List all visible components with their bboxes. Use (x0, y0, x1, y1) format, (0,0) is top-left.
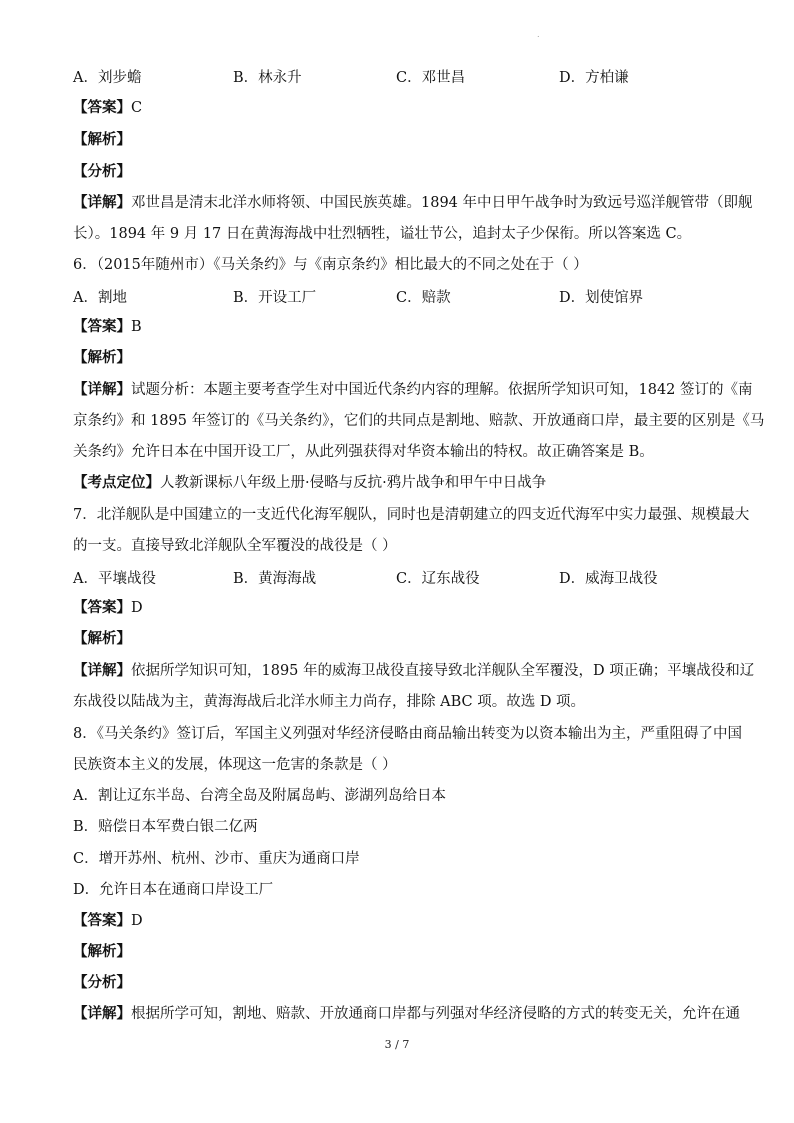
q7-option-b: B．黄海海战 (233, 571, 317, 587)
q7-option-c: C．辽东战役 (396, 571, 480, 587)
q5-answer: 【答案】C (73, 99, 143, 116)
page-mark: . (537, 30, 540, 39)
q6-detail-line-2: 京条约》和 1895 年签订的《马关条约》，它们的共同点是割地、赔款、开放通商口岸，最主要的区别是《马 (73, 413, 765, 429)
q7-stem-line-1: 7．北洋舰队是中国建立的一支近代化海军舰队，同时也是清朝建立的四支近代海军中实力最强、规模最大 (73, 507, 750, 523)
q5-option-a: A．刘步蟾 (73, 70, 142, 86)
q7-detail-line-1: 【详解】依据所学知识可知，1895 年的威海卫战役直接导致北洋舰队全军覆没，D 项正确；平壤战役和辽 (73, 662, 755, 679)
q8-detail-line-1: 【详解】根据所学可知，割地、赔款、开放通商口岸都与列强对华经济侵略的方式的转变无关，允许在通 (73, 1005, 740, 1022)
q7-detail-line-2: 东战役以陆战为主，黄海海战后北洋水师主力尚存，排除 ABC 项。故选 D 项。 (73, 694, 586, 710)
q7-option-d: D．威海卫战役 (559, 571, 658, 587)
q6-detail-line-3: 关条约》允许日本在中国开设工厂，从此列强获得对华资本输出的特权。故正确答案是 B。 (73, 444, 654, 460)
q6-option-d: D．划使馆界 (559, 290, 644, 306)
q6-option-b: B．开设工厂 (233, 290, 317, 306)
q5-fenxi-label: 【分析】 (73, 163, 131, 180)
q8-stem-line-1: 8．《马关条约》签订后，军国主义列强对华经济侵略由商品输出转变为以资本输出为主，严重阻碍了中国 (73, 726, 742, 742)
q8-option-c: C．增开苏州、杭州、沙市、重庆为通商口岸 (73, 851, 360, 867)
q8-option-b: B．赔偿日本军费白银二亿两 (73, 819, 258, 835)
q5-detail-line-2: 长）。1894 年 9 月 17 日在黄海海战中壮烈牺牲，谥壮节公，追封太子少保衔。所以答案选 C。 (73, 226, 692, 242)
q5-detail-line-1: 【详解】邓世昌是清末北洋水师将领、中国民族英雄。1894 年中日甲午战争时为致远号巡洋舰管带（即舰 (73, 194, 753, 211)
q6-options (73, 286, 733, 306)
q8-stem-line-2: 民族资本主义的发展，体现这一危害的条款是（ ） (73, 757, 397, 773)
q6-stem: 6．（2015年随州市）《马关条约》与《南京条约》相比最大的不同之处在于（ ） (73, 257, 588, 273)
q5-option-c: C．邓世昌 (396, 70, 466, 86)
page-number: 3 / 7 (384, 1038, 410, 1051)
q5-options (73, 66, 733, 86)
q7-option-a: A．平壤战役 (73, 571, 156, 587)
q5-analysis-label: 【解析】 (73, 131, 131, 148)
q8-fenxi-label: 【分析】 (73, 974, 131, 991)
q6-analysis-label: 【解析】 (73, 349, 131, 366)
q6-option-c: C．赔款 (396, 290, 451, 306)
q5-option-d: D．方柏谦 (559, 70, 629, 86)
q7-analysis-label: 【解析】 (73, 630, 131, 647)
q7-answer: 【答案】D (73, 599, 143, 616)
q6-kaodian: 【考点定位】人教新课标八年级上册·侵略与反抗·鸦片战争和甲午中日战争 (73, 474, 547, 491)
q8-option-d: D．允许日本在通商口岸设工厂 (73, 882, 274, 898)
q7-stem-line-2: 的一支。直接导致北洋舰队全军覆没的战役是（ ） (73, 538, 397, 554)
q6-detail-line-1: 【详解】试题分析：本题主要考查学生对中国近代条约内容的理解。依据所学知识可知，1842 签订的《南 (73, 381, 753, 398)
q8-option-a: A．割让辽东半岛、台湾全岛及附属岛屿、澎湖列岛给日本 (73, 788, 446, 804)
q8-analysis-label: 【解析】 (73, 943, 131, 960)
q5-option-b: B．林永升 (233, 70, 302, 86)
q6-answer: 【答案】B (73, 318, 142, 335)
q6-option-a: A．割地 (73, 290, 127, 306)
q7-options (73, 567, 733, 587)
q8-answer: 【答案】D (73, 912, 143, 929)
